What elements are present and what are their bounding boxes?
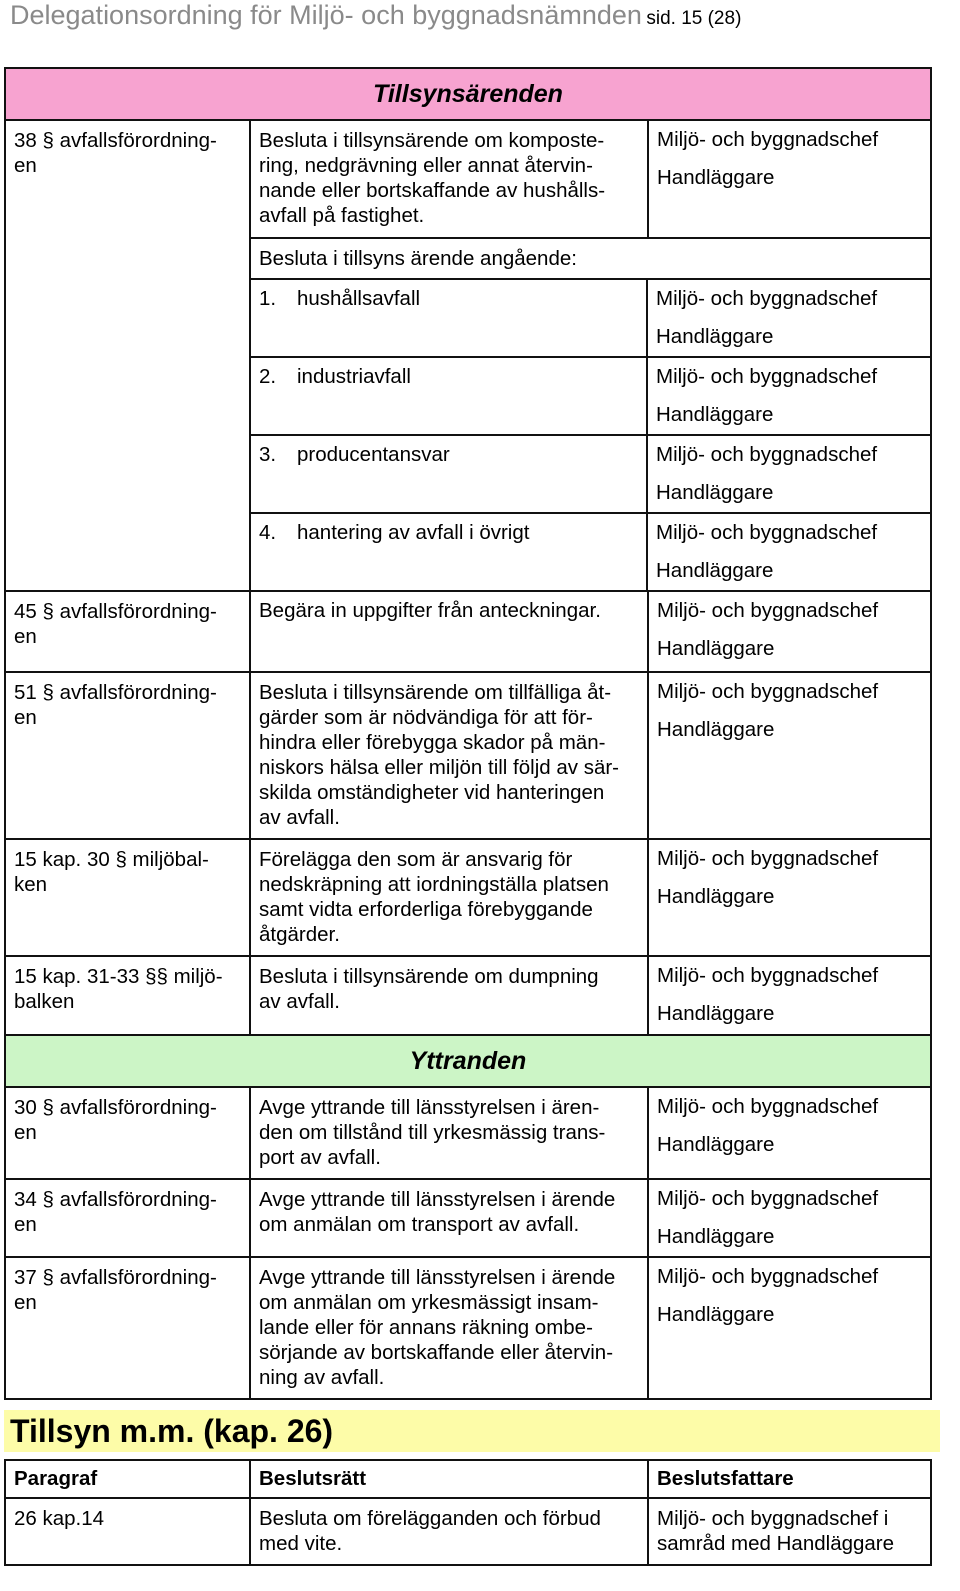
- role-secondary: Handläggare: [656, 481, 774, 504]
- document-title: Delegationsordning för Miljö- och byggnadsnämnden: [10, 0, 642, 30]
- column-header: Beslutsrätt: [250, 1460, 648, 1498]
- list-item: [251, 434, 930, 512]
- role-primary: Miljö- och byggnadschef: [657, 1095, 879, 1118]
- decision-cell: Förelägga den som är ansvarig för nedskräpning att iordningställa platsen samt vidta erforderliga förebyggande åtgärder.: [250, 839, 648, 956]
- role-primary: Miljö- och byggnadschef: [657, 680, 879, 703]
- role-cell: [648, 839, 931, 956]
- role-cell: [648, 956, 931, 1035]
- list-item: [251, 356, 930, 434]
- table-row: [5, 1087, 931, 1179]
- decision-cell: Besluta i tillsynsärende om dumpning av avfall.: [250, 956, 648, 1035]
- role-primary: Miljö- och byggnadschef: [657, 1187, 879, 1210]
- paragraph-cell: 38 § avfallsförordning- en: [5, 120, 250, 591]
- decision-cell: Avge yttrande till länsstyrelsen i ärende om anmälan om yrkesmässigt insam- lande eller för annans räkning ombe- sörjande av bortskaffande eller återvin- ning av avfall.: [250, 1257, 648, 1399]
- list-item: [251, 278, 930, 356]
- role-primary: Miljö- och byggnadschef: [656, 521, 878, 544]
- item-text: industriavfall: [297, 365, 411, 388]
- section-title: Yttranden: [5, 1035, 931, 1087]
- column-header: Beslutsfattare: [648, 1460, 931, 1498]
- decision-cell: Avge yttrande till länsstyrelsen i ärende om anmälan om transport av avfall.: [250, 1179, 648, 1257]
- table-row: [5, 1498, 931, 1565]
- decision-cell: Besluta i tillsynsärende om tillfälliga åt- gärder som är nödvändiga för att för- hindra eller förebygga skador på män- niskors hälsa eller miljön till följd av sär- skilda omständigheter vid hanteringen av avfall.: [250, 672, 648, 839]
- role-cell: [648, 120, 931, 238]
- paragraph-cell: 45 § avfallsförordning- en: [5, 591, 250, 672]
- column-header: Paragraf: [5, 1460, 250, 1498]
- page-number: sid. 15 (28): [646, 8, 742, 29]
- role-secondary: Handläggare: [656, 325, 774, 348]
- role-secondary: Handläggare: [657, 1133, 775, 1156]
- decision-cell: [250, 591, 648, 672]
- table-row: [5, 1257, 931, 1399]
- item-number: 2.: [259, 365, 277, 388]
- list-item: [251, 512, 930, 590]
- item-text: hantering av avfall i övrigt: [297, 521, 530, 544]
- section-heading: Tillsyn m.m. (kap. 26): [4, 1410, 940, 1452]
- section-header-tillsyn: [5, 68, 931, 120]
- table-row: [5, 1179, 931, 1257]
- role-primary: Miljö- och byggnadschef: [656, 365, 878, 388]
- table-row: [5, 956, 931, 1035]
- delegation-table: [4, 67, 932, 1400]
- paragraph-cell: 37 § avfallsförordning- en: [5, 1257, 250, 1399]
- role-cell: [648, 1257, 931, 1399]
- subitems-cell: [250, 238, 931, 591]
- role-primary: Miljö- och byggnadschef: [657, 128, 879, 151]
- paragraph-cell: 30 § avfallsförordning- en: [5, 1087, 250, 1179]
- decision-cell: Avge yttrande till länsstyrelsen i ären- den om tillstånd till yrkesmässig trans- port av avfall.: [250, 1087, 648, 1179]
- role-secondary: Handläggare: [657, 885, 775, 908]
- decision-text: Begära in uppgifter från anteckningar.: [259, 599, 601, 622]
- decision-cell: Besluta om förelägganden och förbud med vite.: [250, 1498, 648, 1565]
- paragraph-cell: 15 kap. 31-33 §§ miljö- balken: [5, 956, 250, 1035]
- role-primary: Miljö- och byggnadschef: [656, 287, 878, 310]
- role-cell: Miljö- och byggnadschef i samråd med Handläggare: [648, 1498, 931, 1565]
- role-secondary: Handläggare: [656, 403, 774, 426]
- table-row: [5, 839, 931, 956]
- role-primary: Miljö- och byggnadschef: [656, 443, 878, 466]
- tillsyn-table: [4, 1459, 932, 1566]
- role-secondary: Handläggare: [657, 637, 775, 660]
- paragraph-cell: 15 kap. 30 § miljöbal- ken: [5, 839, 250, 956]
- role-primary: Miljö- och byggnadschef: [657, 847, 879, 870]
- role-secondary: Handläggare: [657, 1225, 775, 1248]
- paragraph-cell: 51 § avfallsförordning- en: [5, 672, 250, 839]
- paragraph-cell: 26 kap.14: [5, 1498, 250, 1565]
- role-cell: [648, 1087, 931, 1179]
- table-row: [5, 672, 931, 839]
- page-header: [10, 0, 741, 36]
- table-row: [5, 120, 931, 238]
- role-cell: [648, 1179, 931, 1257]
- table-header-row: [5, 1460, 931, 1498]
- subitems-intro: Besluta i tillsyns ärende angående:: [259, 247, 577, 270]
- role-secondary: Handläggare: [657, 1002, 775, 1025]
- role-secondary: Handläggare: [657, 166, 775, 189]
- role-cell: [648, 672, 931, 839]
- role-secondary: Handläggare: [656, 559, 774, 582]
- item-number: 1.: [259, 287, 277, 310]
- section-title: Tillsynsärenden: [5, 68, 931, 120]
- section-header-yttranden: [5, 1035, 931, 1087]
- role-primary: Miljö- och byggnadschef: [657, 599, 879, 622]
- table-row: [5, 591, 931, 672]
- item-number: 4.: [259, 521, 277, 544]
- item-text: producentansvar: [297, 443, 450, 466]
- role-cell: [648, 591, 931, 672]
- role-secondary: Handläggare: [657, 718, 775, 741]
- paragraph-cell: 34 § avfallsförordning- en: [5, 1179, 250, 1257]
- decision-cell: Besluta i tillsynsärende om komposte- ring, nedgrävning eller annat återvin- nande eller bortskaffande av hushålls- avfall på fastighet.: [250, 120, 648, 238]
- item-number: 3.: [259, 443, 277, 466]
- role-primary: Miljö- och byggnadschef: [657, 1265, 879, 1288]
- item-text: hushållsavfall: [297, 287, 421, 310]
- role-primary: Miljö- och byggnadschef: [657, 964, 879, 987]
- role-secondary: Handläggare: [657, 1303, 775, 1326]
